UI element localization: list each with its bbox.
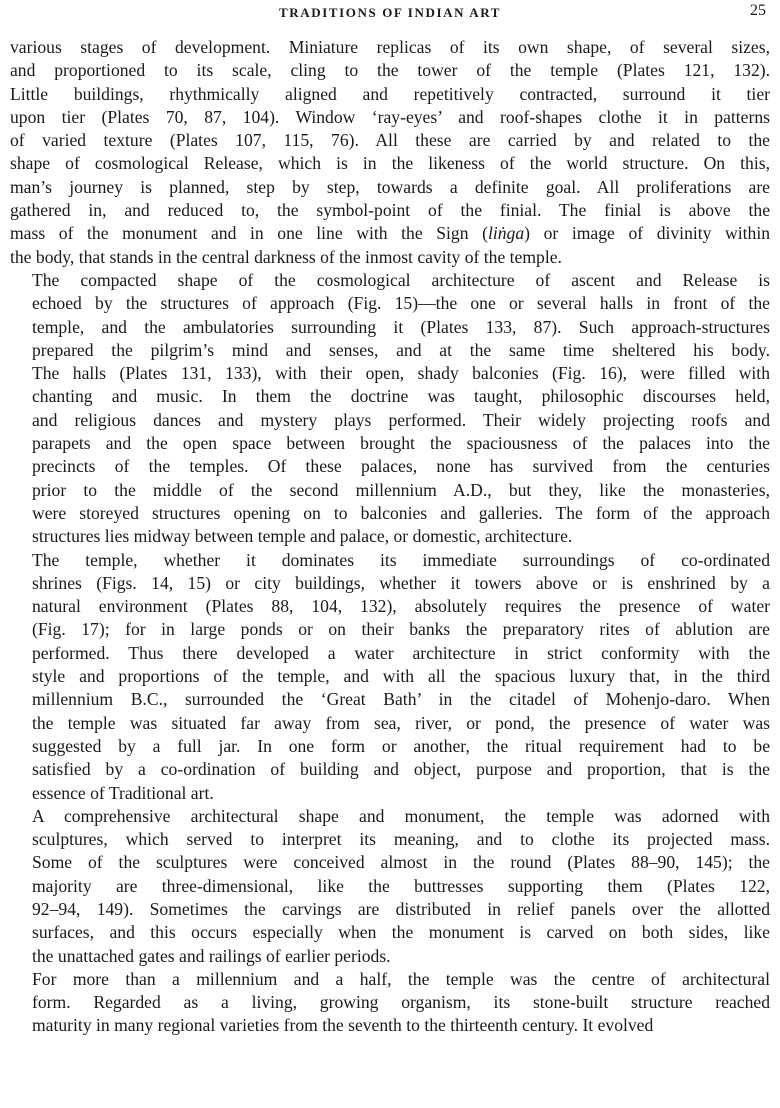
text-line: 92–94, 149). Sometimes the carvings are distributed in relief panels over the allotted — [32, 898, 770, 919]
text-line: prepared the pilgrim’s mind and senses, and at the same time sheltered his body. — [32, 339, 770, 360]
running-head — [10, 0, 770, 36]
text-line: For more than a millennium and a half, the temple was the centre of architectural — [32, 968, 770, 989]
text-line: The compacted shape of the cosmological architecture of ascent and Release is — [32, 269, 770, 290]
text-line: chanting and music. In them the doctrine was taught, philosophic discourses held, — [32, 386, 770, 407]
text-line: the temple was situated far away from sea, river, or pond, the presence of water was — [32, 712, 770, 733]
text-line: temple, and the ambulatories surrounding it (Plates 133, 87). Such approach-structures — [32, 316, 770, 337]
text-line: essence of Traditional art. — [32, 782, 214, 803]
text-line: the unattached gates and railings of earlier periods. — [32, 945, 391, 966]
text-line: structures lies midway between temple and palace, or domestic, architecture. — [32, 526, 573, 547]
text-line: natural environment (Plates 88, 104, 132), absolutely requires the presence of water — [32, 596, 770, 617]
text-line: surfaces, and this occurs especially when the monument is carved on both sides, like — [32, 922, 770, 943]
text-line: and proportioned to its scale, cling to the tower of the temple (Plates 121, 132). — [10, 60, 770, 81]
text-line: various stages of development. Miniature replicas of its own shape, of several sizes, — [10, 37, 770, 57]
text-line: Little buildings, rhythmically aligned and repetitively contracted, surround it tier — [10, 83, 770, 104]
text-line: millennium B.C., surrounded the ‘Great Bath’ in the citadel of Mohenjo-daro. When — [32, 689, 770, 710]
text-line: precincts of the temples. Of these palaces, none has survived from the centuries — [32, 456, 770, 477]
text-line: of varied texture (Plates 107, 115, 76). All these are carried by and related to the — [10, 130, 770, 151]
page-number: 25 — [750, 2, 766, 19]
text-line: style and proportions of the temple, and with all the spacious luxury that, in the third — [32, 666, 770, 687]
paragraph — [10, 36, 770, 269]
paragraph — [10, 805, 770, 968]
paragraph — [10, 269, 770, 549]
text-line: maturity in many regional varieties from the seventh to the thirteenth century. It evolved — [32, 1015, 654, 1036]
text-line: A comprehensive architectural shape and monument, the temple was adorned with — [32, 805, 770, 826]
text-line: shrines (Figs. 14, 15) or city buildings, whether it towers above or is enshrined by a — [32, 572, 770, 593]
text-line: and religious dances and mystery plays performed. Their widely projecting roofs and — [32, 409, 770, 430]
text-line: sculptures, which served to interpret its meaning, and to clothe its projected mass. — [32, 829, 770, 850]
paragraph — [10, 968, 770, 1038]
text-line: satisfied by a co-ordination of building and object, purpose and proportion, that is the — [32, 759, 770, 780]
text-line: prior to the middle of the second millennium A.D., but they, like the monasteries, — [32, 479, 770, 500]
text-line: The halls (Plates 131, 133), with their open, shady balconies (Fig. 16), were filled with — [32, 363, 770, 384]
text-line: majority are three-dimensional, like the buttresses supporting them (Plates 122, — [32, 875, 770, 896]
running-title: TRADITIONS OF INDIAN ART — [278, 5, 502, 20]
body-text — [10, 36, 770, 1038]
paragraph — [10, 549, 770, 805]
text-line: the body, that stands in the central darkness of the inmost cavity of the temple. — [10, 246, 562, 267]
book-page — [10, 0, 770, 1108]
text-line: The temple, whether it dominates its immediate surroundings of co-ordinated — [32, 549, 770, 570]
text-line: mass of the monument and in one line with the Sign (liṅga) or image of divinity within — [10, 223, 770, 244]
text-line: were storeyed structures opening on to balconies and galleries. The form of the approach — [32, 502, 770, 523]
text-line: gathered in, and reduced to, the symbol-point of the finial. The finial is above the — [10, 200, 770, 221]
text-line: (Fig. 17); for in large ponds or on their banks the preparatory rites of ablution are — [32, 619, 770, 640]
text-line: man’s journey is planned, step by step, towards a definite goal. All proliferations are — [10, 176, 770, 197]
text-line: performed. Thus there developed a water architecture in strict conformity with the — [32, 642, 770, 663]
text-line: form. Regarded as a living, growing organism, its stone-built structure reached — [32, 992, 770, 1013]
text-line: upon tier (Plates 70, 87, 104). Window ‘ray-eyes’ and roof-shapes clothe it in patterns — [10, 106, 770, 127]
italic-term: liṅga — [487, 223, 525, 244]
text-line: shape of cosmological Release, which is in the likeness of the world structure. On this, — [10, 153, 770, 174]
text-line: suggested by a full jar. In one form or another, the ritual requirement had to be — [32, 735, 770, 756]
text-line: echoed by the structures of approach (Fig. 15)—the one or several halls in front of the — [32, 293, 770, 314]
text-line: Some of the sculptures were conceived almost in the round (Plates 88–90, 145); the — [32, 852, 770, 873]
text-line: parapets and the open space between brought the spaciousness of the palaces into the — [32, 433, 770, 454]
